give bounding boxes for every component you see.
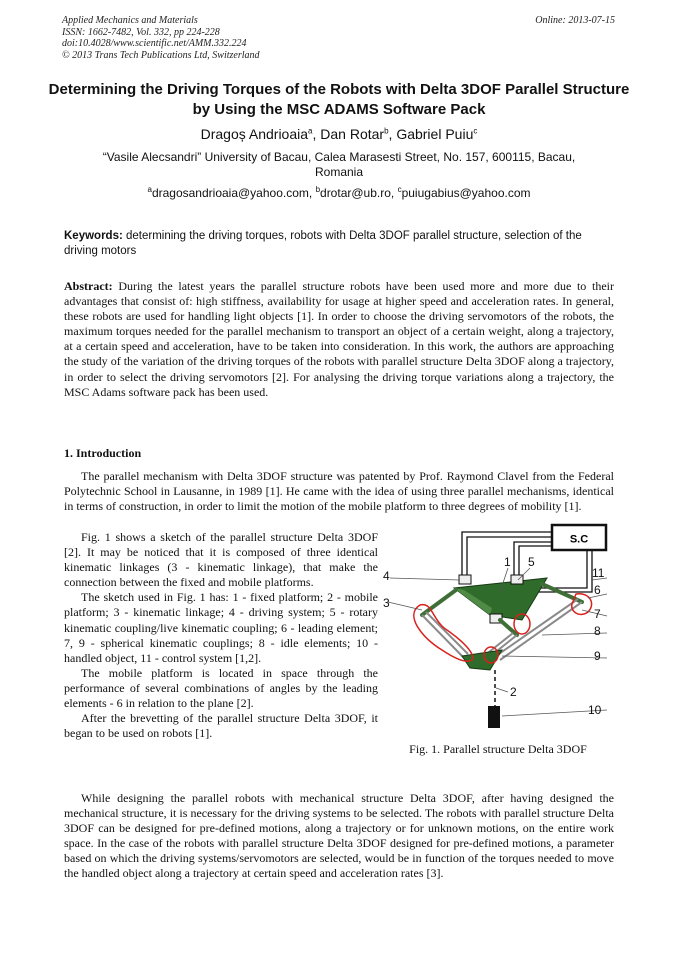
author-1: Dragoș Andrioaia <box>200 126 309 142</box>
author-sep: , <box>312 126 321 142</box>
intro-paragraph-2: Fig. 1 shows a sketch of the parallel structure Delta 3DOF [2]. It may be noticed that it is composed of three identical kinematic linkages (3 - kinematic linkage), that make the connection between the fixed and mobile platforms. <box>64 530 378 590</box>
paper-title: Determining the Driving Torques of the Robots with Delta 3DOF Parallel Structure by Using the MSC ADAMS Software Pack <box>48 81 630 118</box>
email-1-mark: a <box>147 185 152 194</box>
label-5: 5 <box>528 555 535 569</box>
journal-copyright: © 2013 Trans Tech Publications Ltd, Switzerland <box>62 49 260 61</box>
label-6: 6 <box>594 583 601 597</box>
intro-paragraph-4: The mobile platform is located in space through the performance of several combinations of angles by the leading elements - 6 in relation to the plane [2]. <box>64 665 378 711</box>
email-list <box>40 186 638 201</box>
keywords-label: Keywords: <box>64 230 123 242</box>
label-11: 11 <box>592 566 605 580</box>
label-2: 2 <box>510 685 517 699</box>
journal-doi: doi:10.4028/www.scientific.net/AMM.332.224 <box>62 38 247 49</box>
delta-robot-figure <box>382 520 614 740</box>
author-1-mark: a <box>308 126 313 136</box>
email-3-mark: c <box>397 185 402 194</box>
email-3: puiugabius@yahoo.com <box>401 186 531 200</box>
abstract-text: During the latest years the parallel structure robots have been used more and more due to their advantages that consist of: high stiffness, availability for usage at higher speed and acceleration rates. In general, these robots are used for handling light objects [1]. In order to choose the driving servomotors of the robots, the maximum torques needed for the parallel mechanism to transport an object of a certain weight, along a trajectory, at a certain speed and acceleration, have to be taken into consideration. In this work, the authors are approaching the study of the variation of the driving torques of the robots with parallel structure Delta 3DOF along a trajectory, in order to select the driving servomotors [2]. For analysing the driving torque variations along a trajectory, the MSC Adams software pack has been used. <box>64 279 614 399</box>
keywords <box>64 229 615 259</box>
journal-header <box>62 15 260 61</box>
label-1: 1 <box>504 555 511 569</box>
author-2-mark: b <box>384 126 389 136</box>
affiliation: “Vasile Alecsandri” University of Bacau, Calea Marasesti Street, No. 157, 600115, Bacau, Romania <box>102 150 576 179</box>
email-2-mark: b <box>315 185 321 194</box>
journal-name: Applied Mechanics and Materials <box>62 15 198 26</box>
journal-issn: ISSN: 1662-7482, Vol. 332, pp 224-228 <box>62 26 220 38</box>
label-7: 7 <box>594 607 601 621</box>
email-2: drotar@ub.ro, <box>320 186 398 200</box>
email-1: dragosandrioaia@yahoo.com, <box>151 186 316 200</box>
section-heading: 1. Introduction <box>64 446 142 460</box>
author-3: Gabriel Puiu <box>396 126 474 142</box>
abstract <box>64 279 614 400</box>
drive-unit-1 <box>459 575 471 584</box>
intro-left-column <box>64 530 378 741</box>
abstract-label: Abstract: <box>64 279 113 293</box>
figure-caption: Fig. 1. Parallel structure Delta 3DOF <box>409 742 587 756</box>
intro-paragraph-5: After the brevetting of the parallel structure Delta 3DOF, it began to be used on robots [1]. <box>64 711 378 741</box>
author-2: Dan Rotar <box>320 126 385 142</box>
label-10: 10 <box>588 703 602 717</box>
label-3: 3 <box>383 596 390 610</box>
author-3-mark: c <box>473 126 478 136</box>
intro-paragraph-1: The parallel mechanism with Delta 3DOF structure was patented by Prof. Raymond Clavel from the Federal Polytechnic School in Lausanne, in 1989 [1]. He came with the idea of using three parallel mechanisms, identical in terms of construction, in order to limit the motion of the mobile platform to three degrees of mobility [1]. <box>64 469 614 514</box>
label-4: 4 <box>383 569 390 583</box>
label-8: 8 <box>594 624 601 638</box>
callout-labels <box>383 555 605 717</box>
author-list <box>40 125 638 143</box>
keywords-text: determining the driving torques, robots with Delta 3DOF parallel structure, selection of the driving motors <box>64 230 582 257</box>
intro-paragraph-3: The sketch used in Fig. 1 has: 1 - fixed platform; 2 - mobile platform; 3 - kinematic linkage; 4 - driving system; 5 - rotary kinematic coupling/live kinematic coupling; 6 - leading element; 7, 9 - spherical kinematic couplings; 8 - idle elements; 10 - handled object, 11 - control system [1,2]. <box>64 590 378 665</box>
author-sep: , <box>388 126 397 142</box>
control-system-label: S.C <box>569 533 589 546</box>
intro-paragraph-6: While designing the parallel robots with mechanical structure Delta 3DOF, after having designed the mechanical structure, it is necessary for the driving systems to be selected. The robots with parallel structure Delta 3DOF can be designed for pre-defined motions, along a trajectory or for unknown motions, on the entire work space. In the case of the robots with parallel structure Delta 3DOF designed for pre-defined motions, a parameter based on which the driving systems/servomotors are selected, would be in function of the torques needed to move the handled object along a trajectory at certain speed and acceleration rates [3]. <box>64 791 614 881</box>
online-date: Online: 2013-07-15 <box>535 15 615 26</box>
label-9: 9 <box>594 649 601 663</box>
handled-object <box>488 706 500 728</box>
